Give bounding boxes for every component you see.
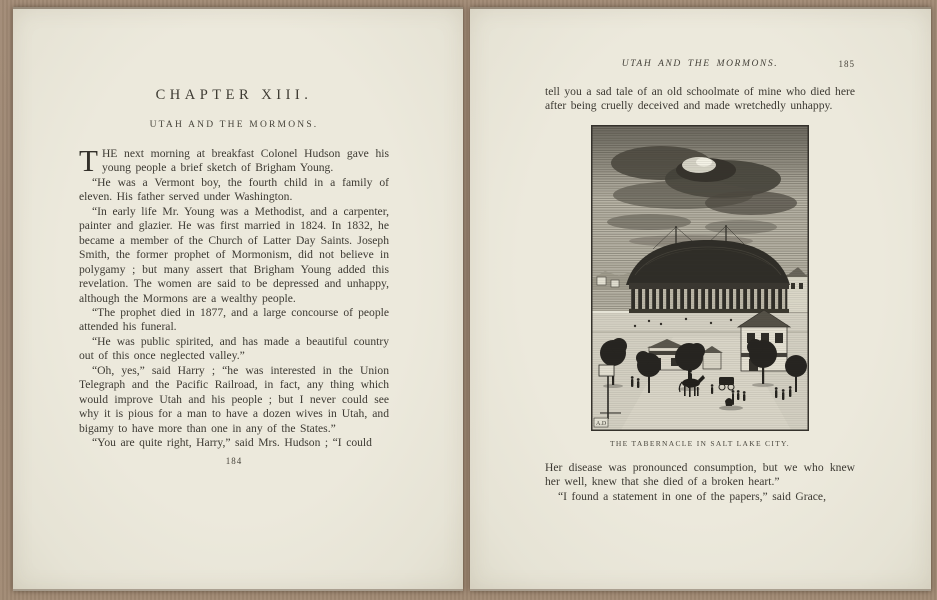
paragraph: “You are quite right, Harry,” said Mrs. Hudson ; “I could [92, 436, 372, 450]
paragraph-opening [79, 143, 389, 178]
right-page [470, 7, 931, 591]
paragraph: “I found a statement in one of the papers,” said Grace, [558, 489, 826, 503]
drop-cap: T [79, 143, 98, 178]
page-number-right: 185 [838, 59, 855, 69]
illustration-caption: THE TABERNACLE IN SALT LAKE CITY. [610, 438, 790, 448]
paragraph: “Oh, yes,” said Harry ; “he was interested in the Union Telegraph and the Pacific Railroad, in fact, any thing which would improve Utah and his people ; but I never could see why it is pious for a man to have a dozen wives in Utah, and bigamy to have more than one in any of the States.” [79, 363, 389, 435]
paragraph-continuation: tell you a sad tale of an old schoolmate of mine who died here after being cruelly deceived and made wretchedly unhappy. [545, 85, 855, 113]
paragraph: “He was public spirited, and has made a beautiful country out of this once neglected valley.” [79, 334, 389, 363]
paragraph-opening-text: HE next morning at breakfast Colonel Hudson gave his young people a brief sketch of Brigham Young. [101, 147, 389, 175]
left-page-text-block [13, 9, 463, 466]
chapter-heading: CHAPTER XIII. [155, 87, 313, 103]
bottom-text-block [545, 461, 855, 504]
running-header [545, 59, 855, 72]
page-number-left: 184 [225, 455, 243, 466]
paragraph: “He was a Vermont boy, the fourth child in a family of eleven. His father served under Washington. [79, 175, 389, 204]
paragraph: “The prophet died in 1877, and a large concourse of people attended his funeral. [79, 305, 389, 334]
illustration-block [591, 125, 809, 448]
paragraph: Her disease was pronounced consumption, but we who knew her well, knew that she died of a broken heart.” [545, 460, 855, 489]
tabernacle-engraving-image [591, 125, 809, 431]
paragraph: “In early life Mr. Young was a Methodist, and a carpenter, painter and glazier. He was first married in 1824. In 1832, he became a member of the Church of Latter Day Saints. Joseph Smith, the former prophet of Mormonism, did not believe in polygamy ; but many assert that Brigham Young added this revelation. The women are said to be depressed and unhappy, although the Mormons are a wealthy people. [79, 204, 389, 305]
running-header-title: UTAH AND THE MORMONS. [621, 59, 779, 69]
chapter-subtitle: UTAH AND THE MORMONS. [149, 120, 319, 130]
left-page [13, 7, 463, 591]
right-page-text-block [470, 9, 931, 504]
